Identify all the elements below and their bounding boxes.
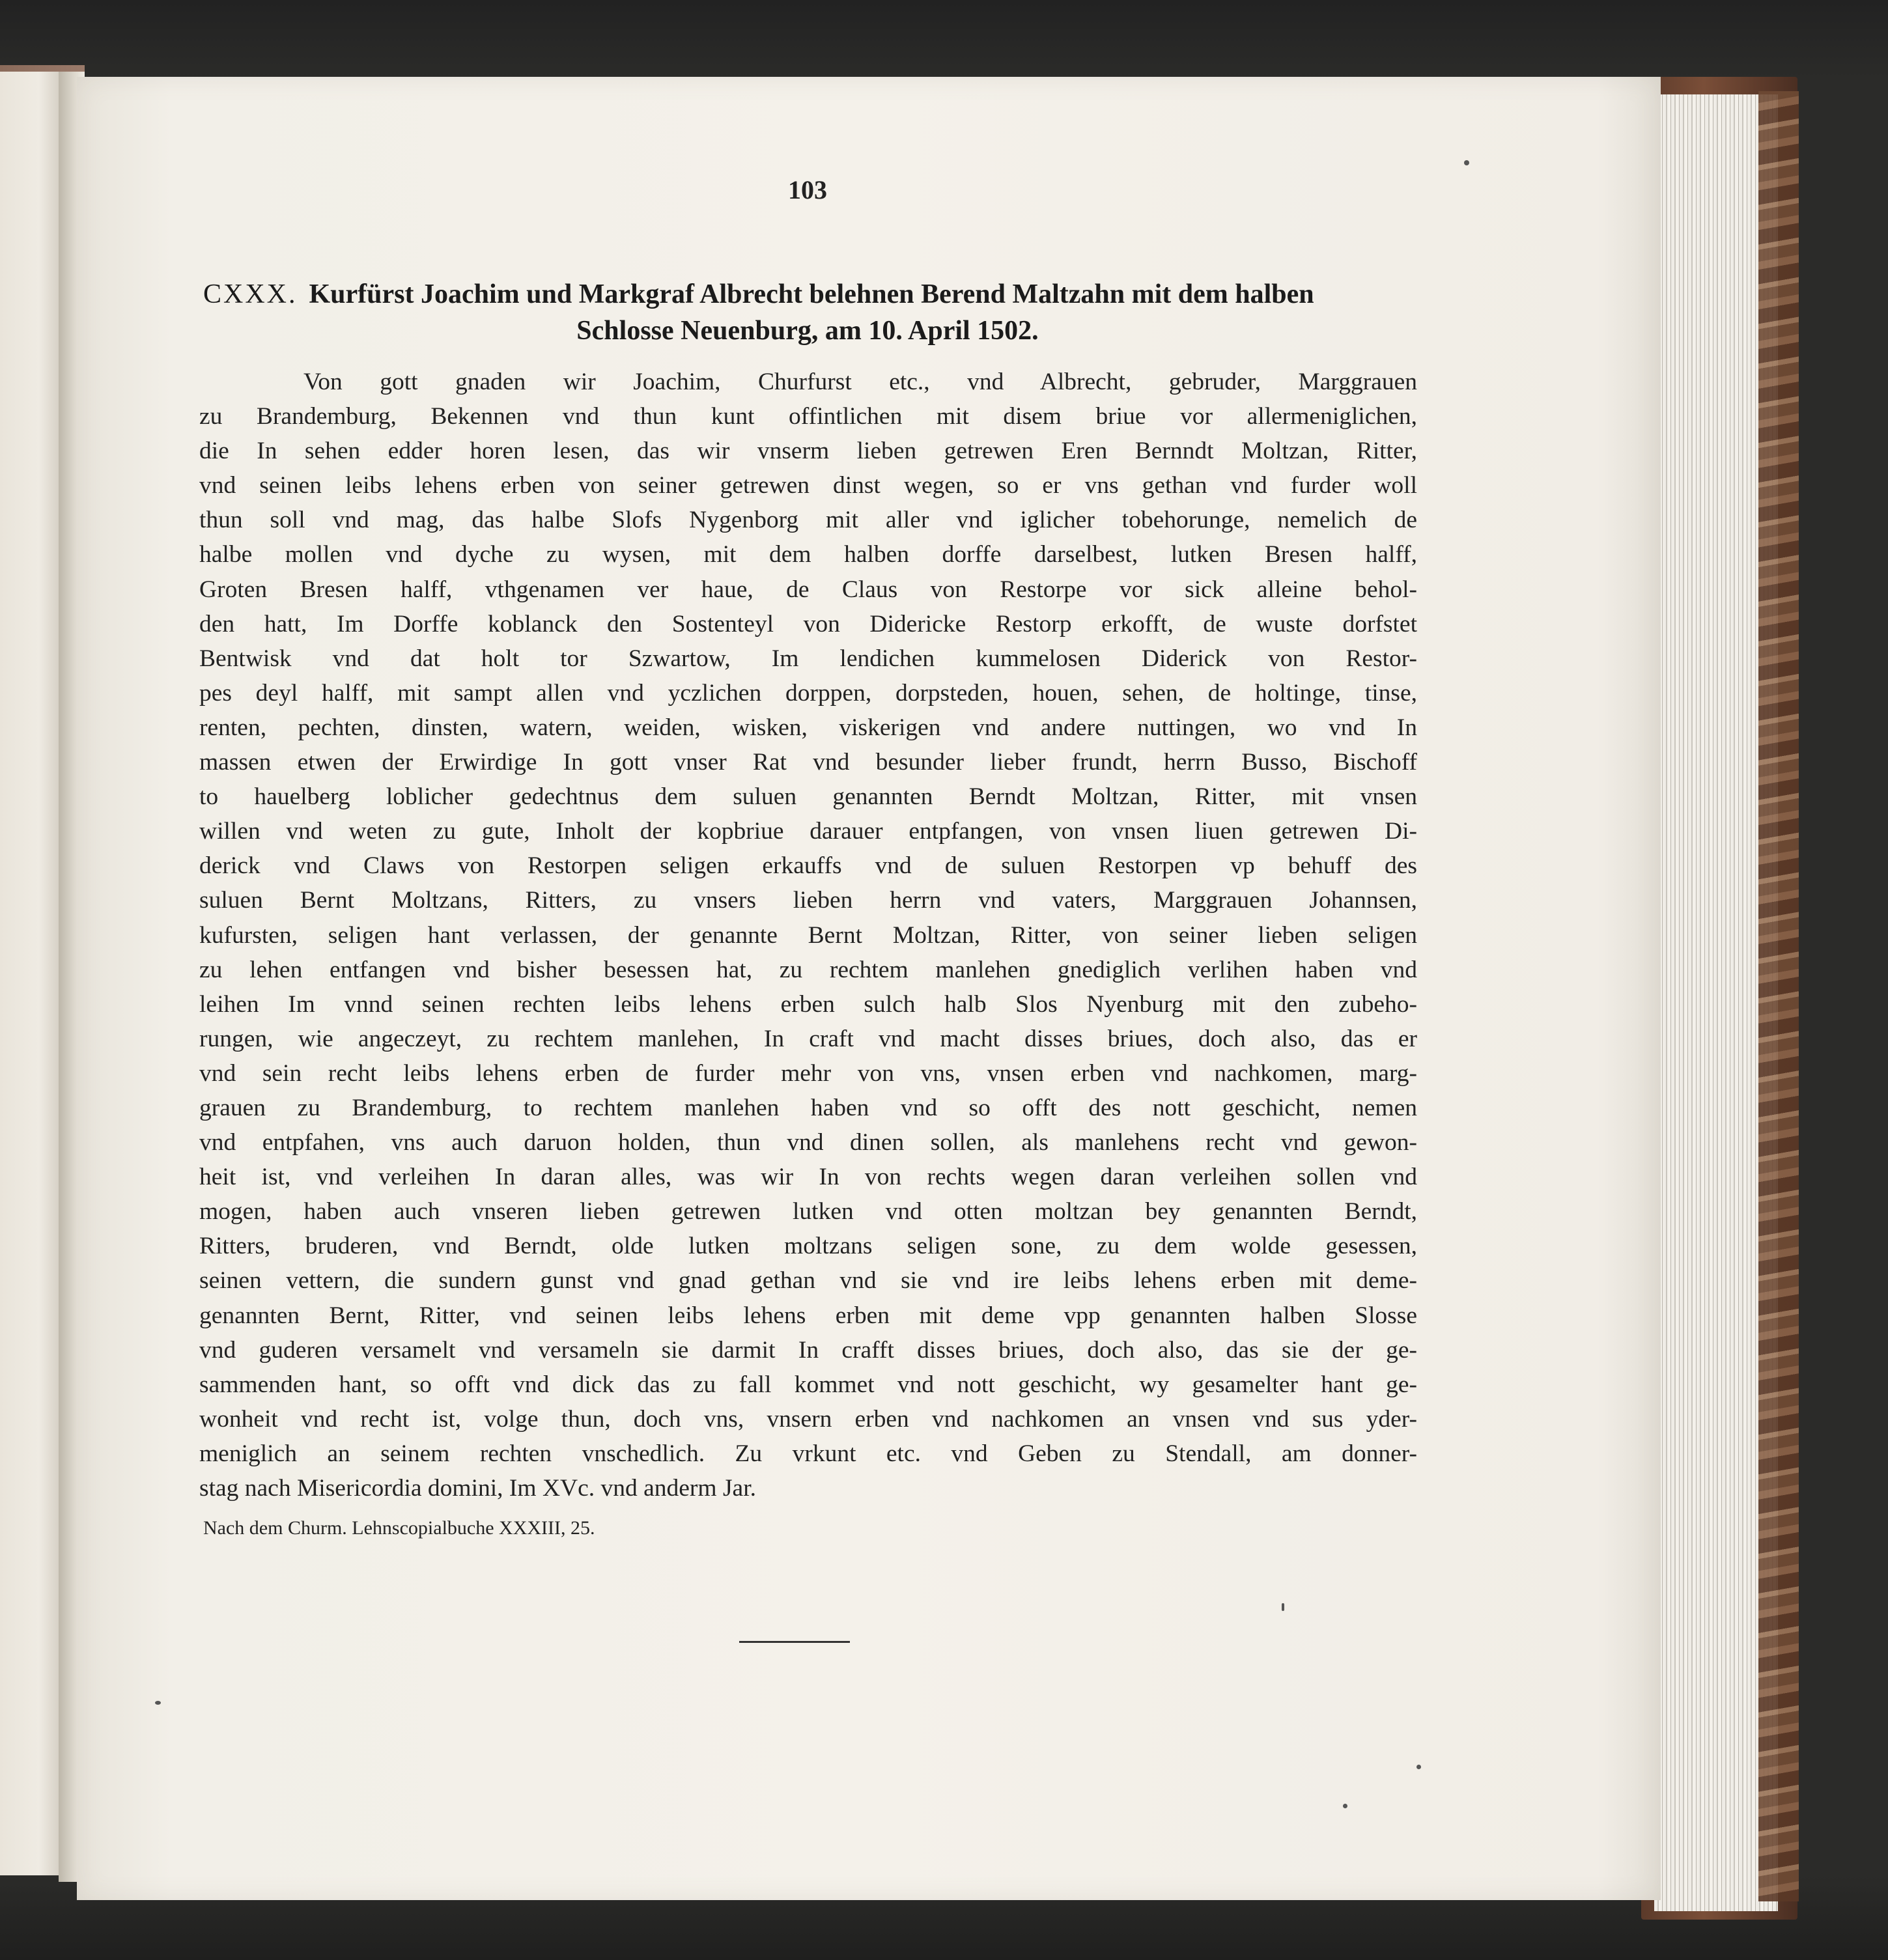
paper-speck [1416,1765,1421,1769]
body-line: meniglich an seinem rechten vnschedlich. Zu vrkunt etc. vnd Geben zu Stendall, am donner- [199,1440,1417,1467]
body-line: wonheit vnd recht ist, volge thun, doch vns, vnsern erben vnd nachkomen an vnsen vnd sus yder- [199,1405,1417,1433]
body-line: derick vnd Claws von Restorpen seligen erkauffs vnd de suluen Restorpen vp behuff des [199,852,1417,880]
closing-rule [739,1641,850,1643]
body-line: mogen, haben auch vnseren lieben getrewen lutken vnd otten moltzan bey genannten Berndt, [199,1198,1417,1225]
body-line: leihen Im vnnd seinen rechten leibs lehens erben sulch halb Slos Nyenburg mit den zubeho- [199,990,1417,1018]
body-line: thun soll vnd mag, das halbe Slofs Nygenborg mit aller vnd iglicher tobehorunge, nemelich de [199,507,1417,534]
body-line: kufursten, seligen hant verlassen, der genannte Bernt Moltzan, Ritter, von seiner lieben seligen [199,921,1417,949]
document-title-line-2: Schlosse Neuenburg, am 10. April 1502. [576,316,1039,346]
document-title-text: Kurfürst Joachim und Markgraf Albrecht belehnen Berend Maltzahn mit dem halben [309,279,1314,309]
document-numeral: CXXX. [203,279,298,309]
body-line: stag nach Misericordia domini, Im XVc. vnd anderm Jar. [199,1475,756,1502]
paper-speck [1282,1603,1284,1611]
body-line: seinen vettern, die sundern gunst vnd gnad gethan vnd sie vnd ire leibs lehens erben mit deme- [199,1267,1417,1295]
body-line: rungen, wie angeczeyt, zu rechtem manlehen, In craft vnd macht disses briues, doch also, das er [199,1025,1417,1052]
paper-speck [1343,1804,1347,1808]
source-note: Nach dem Churm. Lehnscopialbuche XXXIII, 25. [203,1517,595,1539]
body-line: die In sehen edder horen lesen, das wir vnserm lieben getrewen Eren Bernndt Moltzan, Ritter, [199,438,1417,465]
body-line: genannten Bernt, Ritter, vnd seinen leibs lehens erben mit deme vpp genannten halben Slosse [199,1302,1417,1329]
body-line: willen vnd weten zu gute, Inholt der kopbriue darauer entpfangen, von vnsen liuen getrewen Di- [199,818,1417,845]
document-title-line-1 [203,279,1421,310]
body-line: zu lehen entfangen vnd bisher besessen hat, zu rechtem manlehen gnediglich verlihen haben vnd [199,956,1417,983]
body-line: to hauelberg loblicher gedechtnus dem suluen genannten Berndt Moltzan, Ritter, mit vnsen [199,783,1417,811]
body-line: renten, pechten, dinsten, watern, weiden, wisken, viskerigen vnd andere nuttingen, wo vnd In [199,714,1417,741]
body-line: heit ist, vnd verleihen In daran alles, was wir In von rechts wegen daran verleihen sollen vnd [199,1164,1417,1191]
body-line: vnd guderen versamelt vnd versameln sie darmit In crafft disses briues, doch also, das sie der ge- [199,1336,1417,1364]
body-line: Groten Bresen halff, vthgenamen ver haue, de Claus von Restorpe vor sick alleine behol- [199,576,1417,603]
body-line: pes deyl halff, mit sampt allen vnd yczlichen dorppen, dorpsteden, houen, sehen, de holtinge, tinse, [199,679,1417,707]
body-line: Ritters, bruderen, vnd Berndt, olde lutken moltzans seligen sone, zu dem wolde gesessen, [199,1233,1417,1260]
paper-speck [155,1701,161,1705]
body-line: den hatt, Im Dorffe koblanck den Sostenteyl von Didericke Restorp erkofft, de wuste dorfstet [199,610,1417,637]
body-line: grauen zu Brandemburg, to rechtem manlehen haben vnd so offt des nott geschicht, nemen [199,1094,1417,1121]
body-line: suluen Bernt Moltzans, Ritters, zu vnsers lieben herrn vnd vaters, Marggrauen Johannsen, [199,887,1417,914]
page-number: 103 [788,175,827,204]
body-line: vnd sein recht leibs lehens erben de furder mehr von vns, vnsen erben vnd nachkomen, marg- [199,1059,1417,1087]
body-line: halbe mollen vnd dyche zu wysen, mit dem halben dorffe darselbest, lutken Bresen halff, [199,541,1417,568]
paper-speck [1464,160,1469,165]
previous-page [0,72,65,1875]
body-line: sammenden hant, so offt vnd dick das zu fall kommet vnd nott geschicht, wy gesamelter hant ge- [199,1371,1417,1398]
body-line: massen etwen der Erwirdige In gott vnser Rat vnd besunder lieber frundt, herrn Busso, Bischoff [199,749,1417,776]
body-line: vnd entpfahen, vns auch daruon holden, thun vnd dinen sollen, als manlehens recht vnd gewon- [199,1129,1417,1156]
document-body [199,365,1417,1505]
body-line: Von gott gnaden wir Joachim, Churfurst etc., vnd Albrecht, gebruder, Marggrauen [303,369,1417,395]
body-line: Bentwisk vnd dat holt tor Szwartow, Im lendichen kummelosen Diderick von Restor- [199,645,1417,672]
body-line: vnd seinen leibs lehens erben von seiner getrewen dinst wegen, so er vns gethan vnd furder woll [199,472,1417,499]
body-line: zu Brandemburg, Bekennen vnd thun kunt offintlichen mit disem briue vor allermeniglichen, [199,403,1417,430]
marbled-edge [1758,91,1799,1901]
